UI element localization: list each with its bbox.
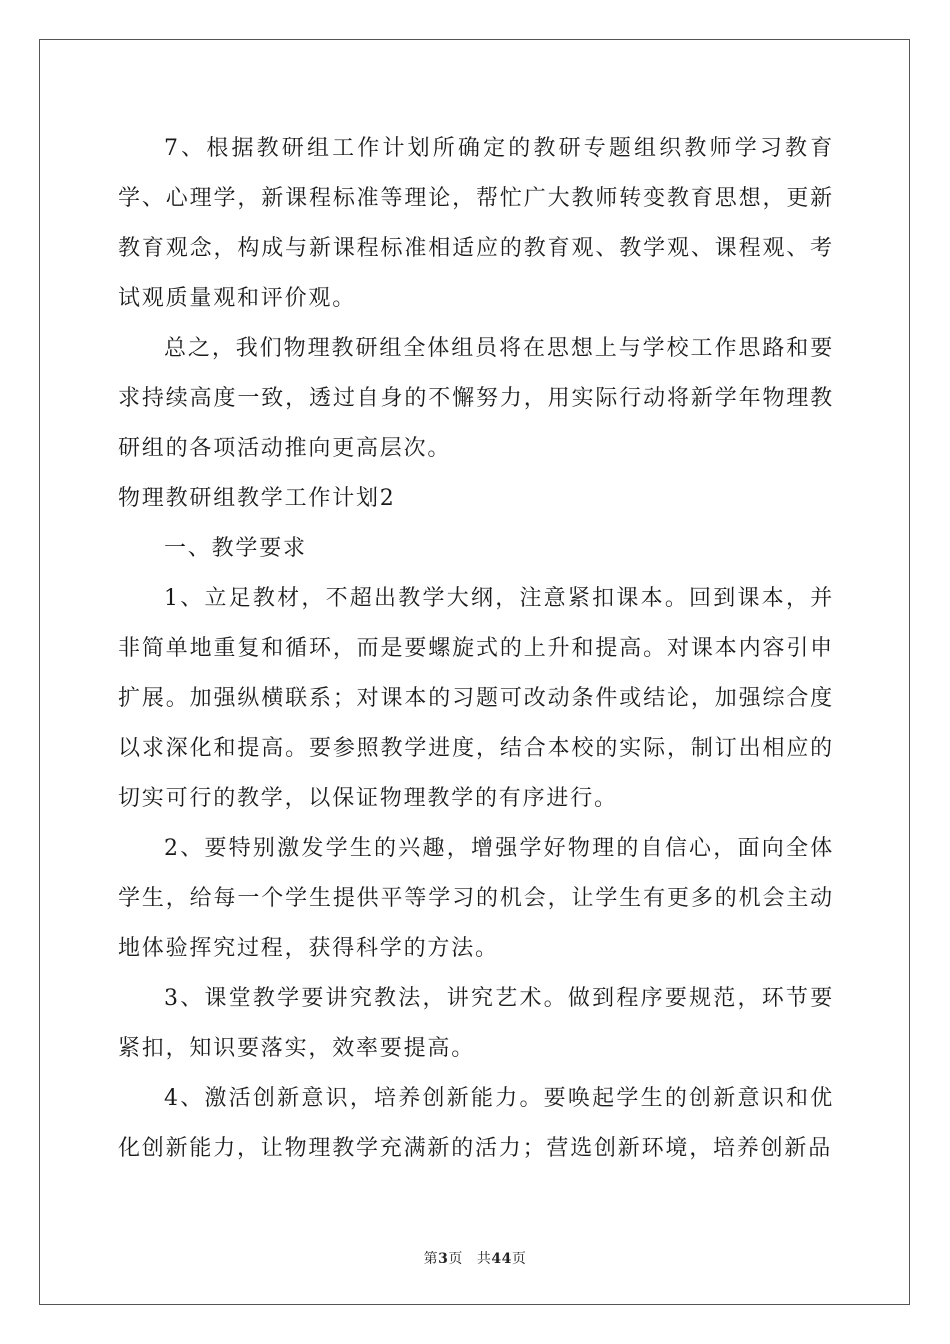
paragraph-summary: 总之，我们物理教研组全体组员将在思想上与学校工作思路和要求持续高度一致，透过自身的不懈努力，用实际行动将新学年物理教研组的各项活动推向更高层次。: [118, 336, 834, 461]
total-pages: 44: [491, 1251, 512, 1267]
page-unit: 页: [448, 1251, 463, 1267]
total-unit: 页: [511, 1251, 527, 1267]
heading-teaching-requirements: 一、教学要求: [164, 536, 307, 561]
page-number: 3: [438, 1251, 449, 1267]
paragraph-requirement-3: 3、课堂教学要讲究教法，讲究艺术。做到程序要规范，环节要紧扣，知识要落实，效率要提高。: [118, 986, 834, 1061]
paragraph-requirement-4: 4、激活创新意识，培养创新能力。要唤起学生的创新意识和优化创新能力，让物理教学充满新的活力；营选创新环境，培养创新品: [118, 1086, 834, 1161]
paragraph-requirement-2: 2、要特别激发学生的兴趣，增强学好物理的自信心，面向全体学生，给每一个学生提供平等学习的机会，让学生有更多的机会主动地体验挥究过程，获得科学的方法。: [118, 836, 834, 961]
paragraph-requirement-1: 1、立足教材，不超出教学大纲，注意紧扣课本。回到课本，并非简单地重复和循环，而是要螺旋式的上升和提高。对课本内容引申扩展。加强纵横联系；对课本的习题可改动条件或结论，加强综合度以求深化和提高。要参照教学进度，结合本校的实际，制订出相应的切实可行的教学，以保证物理教学的有序进行。: [118, 586, 834, 811]
paragraph-item-7: 7、根据教研组工作计划所确定的教研专题组织教师学习教育学、心理学，新课程标准等理论，帮忙广大教师转变教育思想，更新教育观念，构成与新课程标准相适应的教育观、教学观、课程观、考试观质量观和评价观。: [118, 136, 834, 311]
section-title-plan-2: 物理教研组教学工作计划2: [118, 486, 396, 511]
total-prefix: 共: [476, 1251, 492, 1267]
page-footer: [0, 1248, 950, 1268]
page-prefix: 第: [423, 1251, 439, 1267]
document-body: [118, 124, 834, 1174]
